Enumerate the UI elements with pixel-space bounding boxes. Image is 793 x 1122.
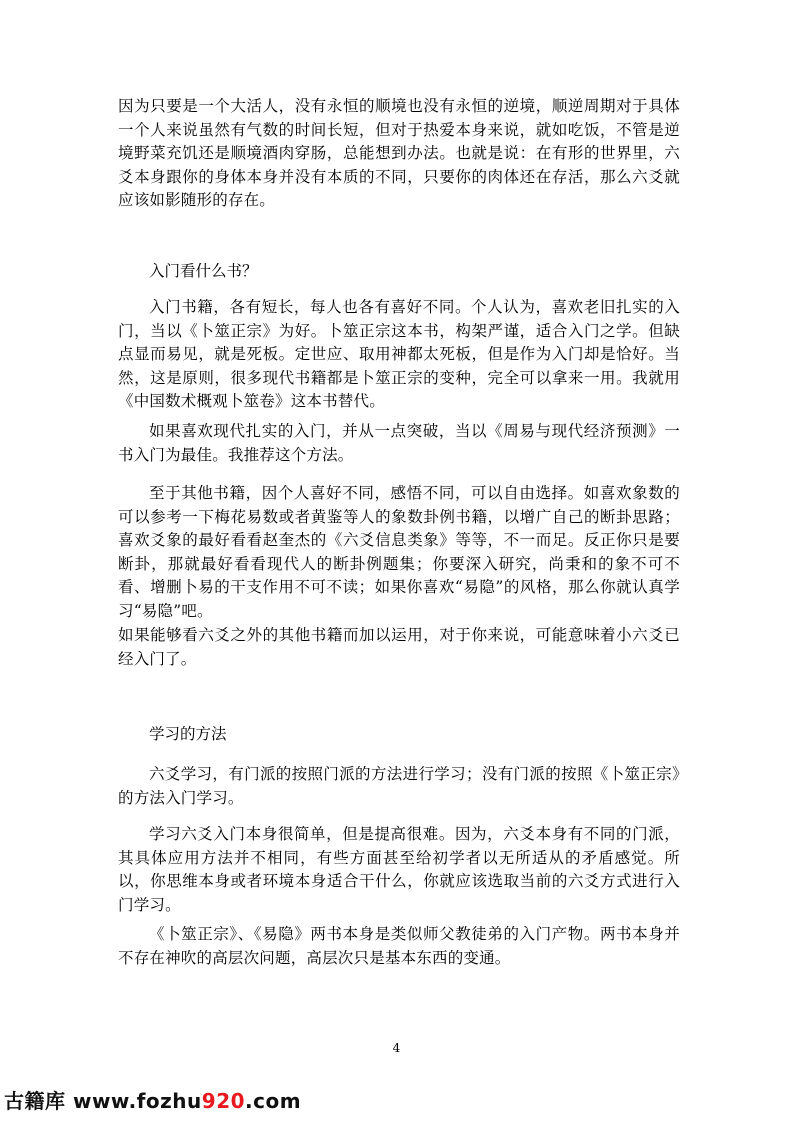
paragraph-intro: 因为只要是一个大活人，没有永恒的顺境也没有永恒的逆境，顺逆周期对于具体一个人来说虽然有气数的时间长短，但对于热爱本身来说，就如吃饭，不管是逆境野菜充饥还是顺境酒肉穿肠，总能想到办法。也就是说：在有形的世界里，六爻本身跟你的身体本身并没有本质的不同，只要你的肉体还在存活，那么六爻就应该如影随形的存在。: [118, 97, 680, 209]
heading-study-methods: 学习的方法: [149, 725, 227, 743]
paragraph-modern-intro: 如果喜欢现代扎实的入门，并从一点突破，当以《周易与现代经济预测》一书入门为最佳。我推荐这个方法。: [118, 422, 680, 464]
watermark-suffix: .com: [245, 1089, 302, 1113]
site-watermark: [4, 1085, 301, 1114]
watermark-number: 920: [201, 1089, 246, 1113]
heading-which-books: 入门看什么书？: [149, 262, 258, 280]
paragraph-difficulty: 学习六爻入门本身很简单，但是提高很难。因为，六爻本身有不同的门派，其具体应用方法并不相同，有些方面甚至给初学者以无所适从的矛盾感觉。所以，你思维本身或者环境本身适合干什么，你就应该选取当前的六爻方式进行入门学习。: [118, 825, 680, 914]
paragraph-schools: 六爻学习，有门派的按照门派的方法进行学习；没有门派的按照《卜筮正宗》的方法入门学习。: [118, 765, 680, 807]
paragraph-other-books: 至于其他书籍，因个人喜好不同，感悟不同，可以自由选择。如喜欢象数的可以参考一下梅花易数或者黄鉴等人的象数卦例书籍，以增广自己的断卦思路；喜欢爻象的最好看看赵奎杰的《六爻信息类象》等等，不一而足。反正你只是要断卦，那就最好看看现代人的断卦例题集；你要深入研究，尚秉和的象不可不看、增删卜易的干支作用不可不读；如果你喜欢“易隐”的风格，那么你就认真学习“易隐”吧。: [118, 484, 680, 620]
watermark-prefix: 古籍库 www.fozhu: [4, 1089, 202, 1113]
page-number: 4: [392, 1041, 401, 1055]
paragraph-beginner-books: 入门书籍，各有短长，每人也各有喜好不同。个人认为，喜欢老旧扎实的入门，当以《卜筮正宗》为好。卜筮正宗这本书，构架严谨，适合入门之学。但缺点显而易见，就是死板。定世应、取用神都太死板，但是作为入门却是恰好。当然，这是原则，很多现代书籍都是卜筮正宗的变种，完全可以拿来一用。我就用《中国数术概观卜筮卷》这本书替代。: [118, 298, 680, 410]
paragraph-beyond-liuyao: 如果能够看六爻之外的其他书籍而加以运用，对于你来说，可能意味着小六爻已经入门了。: [118, 626, 680, 668]
paragraph-two-books: 《卜筮正宗》、《易隐》两书本身是类似师父教徒弟的入门产物。两书本身并不存在神吹的高层次问题，高层次只是基本东西的变通。: [118, 925, 680, 967]
